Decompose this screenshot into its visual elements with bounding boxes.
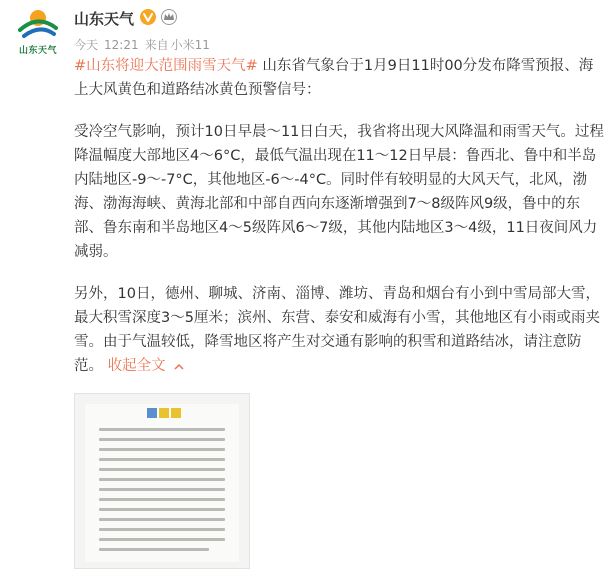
text-line: [99, 508, 225, 511]
post-paragraph-1: 受冷空气影响，预计10日早晨～11日白天，我省将出现大风降温和雨雪天气。过程降温幅度大部地区4～6°C，最低气温出现在11～12日早晨：鲁西北、鲁中和半岛内陆地区-9～-7°C，其他地区-6～-4°C。同时伴有较明显的大风天气，北风，渤海、渤海海峡、黄海北部和中部自西向东逐渐增强到7～8级阵风9级，鲁中的东部、鲁东南和半岛地区4～5级阵风6～7级，其他内陆地区3～4级，11日夜间风力减弱。: [74, 124, 604, 260]
collapse-button[interactable]: [108, 358, 185, 374]
post-content: [74, 54, 604, 396]
collapse-label: 收起全文: [107, 358, 166, 374]
text-line: [99, 518, 225, 521]
shandong-weather-logo-icon: [14, 6, 62, 46]
text-line: [99, 468, 225, 471]
post-paragraph-2: [74, 282, 604, 378]
warning-signal-icons: [147, 408, 181, 418]
text-line: [99, 538, 225, 541]
post-intro: [74, 54, 604, 102]
text-line: [99, 428, 225, 431]
post-time[interactable]: 12:21: [104, 38, 139, 52]
crown-icon[interactable]: [161, 9, 177, 25]
post-date[interactable]: 今天: [74, 38, 99, 52]
text-line: [99, 548, 209, 551]
avatar-label: 山东天气: [18, 46, 57, 56]
text-line: [99, 478, 225, 481]
account-name[interactable]: 山东天气: [74, 10, 135, 28]
document-page-image: [85, 404, 239, 562]
post-meta: [74, 36, 216, 53]
hashtag-link[interactable]: #山东将迎大范围雨雪天气#: [74, 58, 258, 74]
post-image-thumbnail[interactable]: [74, 393, 250, 569]
text-line: [99, 448, 225, 451]
chevron-up-icon: [174, 354, 184, 378]
source-device[interactable]: 小米11: [170, 38, 210, 52]
text-line: [99, 458, 225, 461]
paragraph-2-text: 另外，10日，德州、聊城、济南、淄博、潍坊、青岛和烟台有小到中雪局部大雪，最大积雪深度3～5厘米；滨州、东营、泰安和威海有小雪，其他地区有小雨或雨夹雪。由于气温较低，降雪地区将产生对交通有影响的积雪和道路结冰，请注意防范。: [74, 286, 600, 374]
avatar[interactable]: [14, 6, 62, 54]
verified-v-icon: [140, 9, 156, 25]
text-line: [99, 488, 225, 491]
text-line: [99, 438, 225, 441]
source-prefix: 来自: [144, 38, 169, 52]
intro-text: 山东省气象台于1月9日11时00分发布降雪预报、海上大风黄色和道路结冰黄色预警信号：: [74, 58, 594, 98]
text-line: [99, 498, 225, 501]
text-line: [99, 528, 225, 531]
